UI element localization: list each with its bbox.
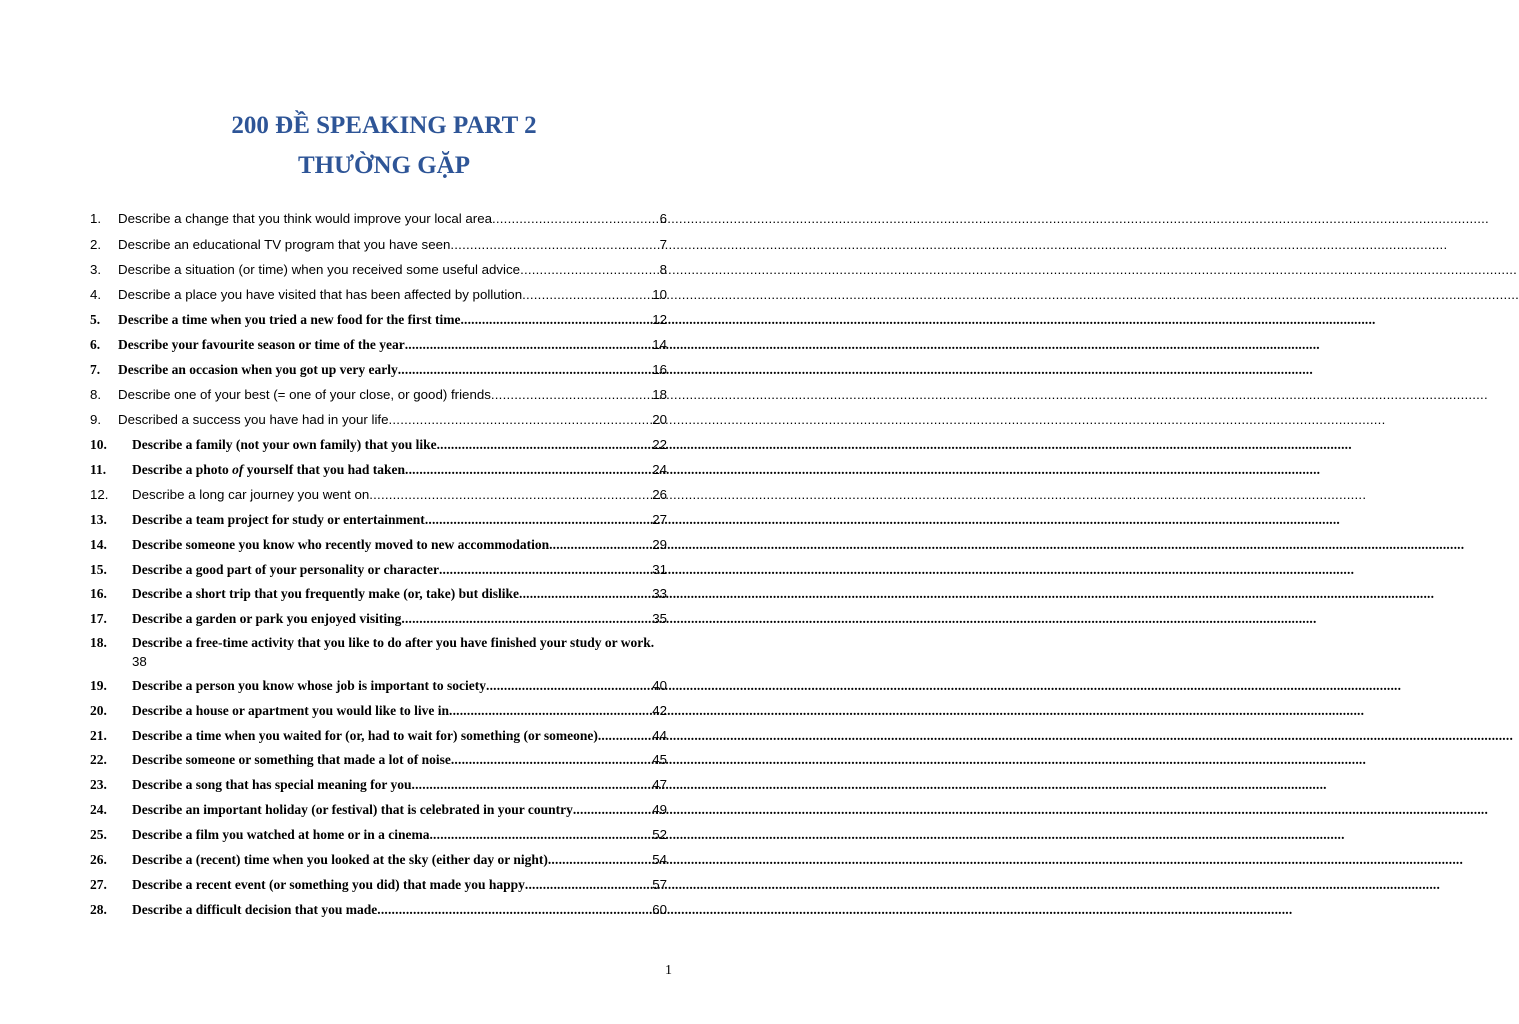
toc-entry-number: 8. [90,387,102,402]
toc-entry-page: 47 [652,777,667,792]
toc-entry-number: 7. [90,362,101,377]
toc-entry-number: 18. [90,635,107,650]
toc-entry[interactable] [90,487,667,507]
toc-leader-dots [405,462,652,478]
toc-leader-dots [451,752,652,768]
toc-entry-title-italic: of [232,462,244,477]
toc-entry-number: 6. [90,337,101,352]
toc-leader-dots [491,387,652,402]
toc-entry-title: Describe a garden or park you enjoyed visiting [132,611,402,626]
toc-entry-title: Describe a time when you tried a new food for the first time [118,312,461,327]
toc-entry-number: 14. [90,537,107,552]
toc-entry-number: 20. [90,703,107,718]
toc-entry-title: Describe a film you watched at home or in a cinema [132,827,430,842]
toc-entry[interactable] [90,703,667,723]
toc-entry-title-part: yourself that you had taken [243,462,406,477]
toc-entry[interactable] [90,635,680,669]
toc-entry-page: 12 [652,312,667,327]
toc-entry-title: Describe a team project for study or entertainment [132,512,425,527]
toc-entry-title: Describe your favourite season or time of the year [118,337,405,352]
toc-entry[interactable] [90,611,667,631]
toc-entry-title: Describe an occasion when you got up very early [118,362,398,377]
toc-entry-page: 40 [652,678,667,693]
toc-entry[interactable] [90,412,667,432]
toc-entry-page: 31 [652,562,667,577]
toc-entry-page: 24 [652,462,667,477]
toc-entry-number: 5. [90,312,101,327]
toc-entry[interactable] [90,237,667,257]
toc-entry-page: 10 [652,287,667,302]
toc-entry-title: Describe a change that you think would improve your local area [118,211,492,226]
toc-entry-number: 28. [90,902,107,917]
toc-entry-title [132,462,405,478]
toc-entry-number: 4. [90,287,102,302]
toc-leader-dots [439,562,652,578]
toc-entry-page: 45 [652,752,667,767]
toc-entry[interactable] [90,852,667,872]
toc-entry[interactable] [90,387,667,407]
toc-entry-title: Describe a house or apartment you would like to live in [132,703,449,718]
toc-leader-dots [412,777,653,793]
toc-leader-dots [549,537,652,553]
toc-entry-title: Describe a long car journey you went on [132,487,370,502]
toc-entry[interactable] [90,437,667,457]
toc-entry-page: 29 [652,537,667,552]
toc-entry-number: 27. [90,877,107,892]
toc-entry-number: 12. [90,487,109,502]
toc-leader-dots [520,262,660,277]
toc-entry-title: Describe an important holiday (or festival) that is celebrated in your country [132,802,573,817]
toc-entry-number: 11. [90,462,107,477]
toc-leader-dots [598,728,652,744]
toc-entry[interactable] [90,512,667,532]
document-title-line-2: THƯỜNG GẶP [298,152,470,179]
toc-entry-number: 1. [90,211,102,226]
toc-leader-dots [492,211,660,226]
toc-entry[interactable] [90,262,667,282]
toc-entry-title: Described a success you have had in your life [118,412,389,427]
toc-entry[interactable] [90,877,667,897]
toc-entry-page: 38 [132,654,147,669]
toc-entry[interactable] [90,586,667,606]
toc-entry-number: 19. [90,678,107,693]
toc-entry-page: 57 [652,877,667,892]
document-title-line-1: 200 ĐỀ SPEAKING PART 2 [231,112,537,139]
toc-leader-dots [369,487,652,502]
toc-leader-dots [398,362,652,378]
toc-leader-dots [437,437,653,453]
toc-entry[interactable] [90,777,667,797]
toc-entry-title: Describe a good part of your personality or character [132,562,439,577]
toc-entry-page: 14 [652,337,667,352]
toc-entry-page: 54 [652,852,667,867]
toc-leader-dots [389,412,653,427]
toc-entry[interactable] [90,537,667,557]
toc-leader-dots [450,237,659,252]
toc-entry[interactable] [90,337,667,357]
toc-entry-page: 16 [652,362,667,377]
toc-entry-page: 52 [652,827,667,842]
toc-entry-title: Describe a place you have visited that has been affected by pollution [118,287,523,302]
toc-entry-title: Describe a family (not your own family) that you like [132,437,437,452]
toc-entry[interactable] [90,312,667,332]
toc-leader-dots [425,512,652,528]
toc-leader-dots [486,678,652,694]
toc-entry-page: 20 [652,412,667,427]
toc-entry[interactable] [90,802,667,822]
toc-entry-title: Describe a situation (or time) when you received some useful advice [118,262,521,277]
toc-entry[interactable] [90,287,667,307]
toc-entry-number: 2. [90,237,102,252]
toc-entry-title: Describe someone you know who recently moved to new accommodation [132,537,550,552]
toc-entry-number: 10. [90,437,107,452]
toc-entry-page: 35 [652,611,667,626]
toc-entry-title: Describe a difficult decision that you made [132,902,378,917]
toc-entry-title: Describe a time when you waited for (or, had to wait for) something (or someone) [132,728,598,743]
toc-entry-page: 6 [659,211,667,226]
toc-entry-page: 42 [652,703,667,718]
toc-entry[interactable] [90,211,667,231]
toc-leader-dots [460,312,652,328]
toc-leader-dots [449,703,652,719]
toc-entry[interactable] [90,462,667,482]
toc-entry-title-part: Describe a photo [132,462,233,477]
toc-entry-number: 17. [90,611,107,626]
toc-entry-title: Describe one of your best (= one of your close, or good) friends [118,387,491,402]
toc-entry[interactable] [90,678,667,698]
toc-entry-page: 33 [652,586,667,601]
toc-entry-title: Describe someone or something that made a lot of noise [132,752,451,767]
toc-entry-page: 26 [652,487,667,502]
toc-leader-dots [548,852,652,868]
toc-entry-page: 8 [659,262,667,277]
toc-leader-dots [401,611,652,627]
toc-entry-page: 22 [652,437,667,452]
toc-entry-title: Describe a free-time activity that you like to do after you have finished your study or work. [132,635,655,650]
toc-entry[interactable] [90,827,667,847]
toc-leader-dots [377,902,652,918]
toc-entry-title: Describe a person you know whose job is important to society [132,678,486,693]
toc-entry-title: Describe a song that has special meaning for you [132,777,412,792]
toc-entry-page: 44 [652,728,667,743]
toc-leader-dots [525,877,652,893]
toc-entry-title: Describe an educational TV program that you have seen [118,237,451,252]
toc-entry-page: 18 [652,387,667,402]
toc-entry[interactable] [90,752,667,772]
toc-entry-number: 25. [90,827,107,842]
toc-entry-page: 7 [659,237,667,252]
toc-entry-number: 16. [90,586,107,601]
toc-entry[interactable] [90,562,667,582]
toc-entry-number: 23. [90,777,107,792]
toc-leader-dots [429,827,652,843]
toc-entry-number: 15. [90,562,107,577]
toc-leader-dots [522,287,652,302]
toc-entry[interactable] [90,902,667,922]
toc-entry-number: 3. [90,262,102,277]
toc-entry[interactable] [90,728,667,748]
toc-entry-number: 26. [90,852,107,867]
toc-entry-page: 49 [652,802,667,817]
toc-entry-number: 13. [90,512,107,527]
toc-leader-dots [519,586,652,602]
toc-entry-number: 9. [90,412,102,427]
toc-entry-number: 22. [90,752,107,767]
toc-entry[interactable] [90,362,667,382]
toc-leader-dots [573,802,652,818]
toc-entry-page: 60 [652,902,667,917]
toc-entry-number: 24. [90,802,107,817]
toc-entry-title: Describe a (recent) time when you looked at the sky (either day or night) [132,852,548,867]
toc-leader-dots [405,337,653,353]
toc-entry-page: 27 [652,512,667,527]
toc-entry-title: Describe a recent event (or something you did) that made you happy [132,877,525,892]
page-number: 1 [665,963,672,978]
toc-entry-number: 21. [90,728,107,743]
toc-entry-title: Describe a short trip that you frequently make (or, take) but dislike [132,586,519,601]
